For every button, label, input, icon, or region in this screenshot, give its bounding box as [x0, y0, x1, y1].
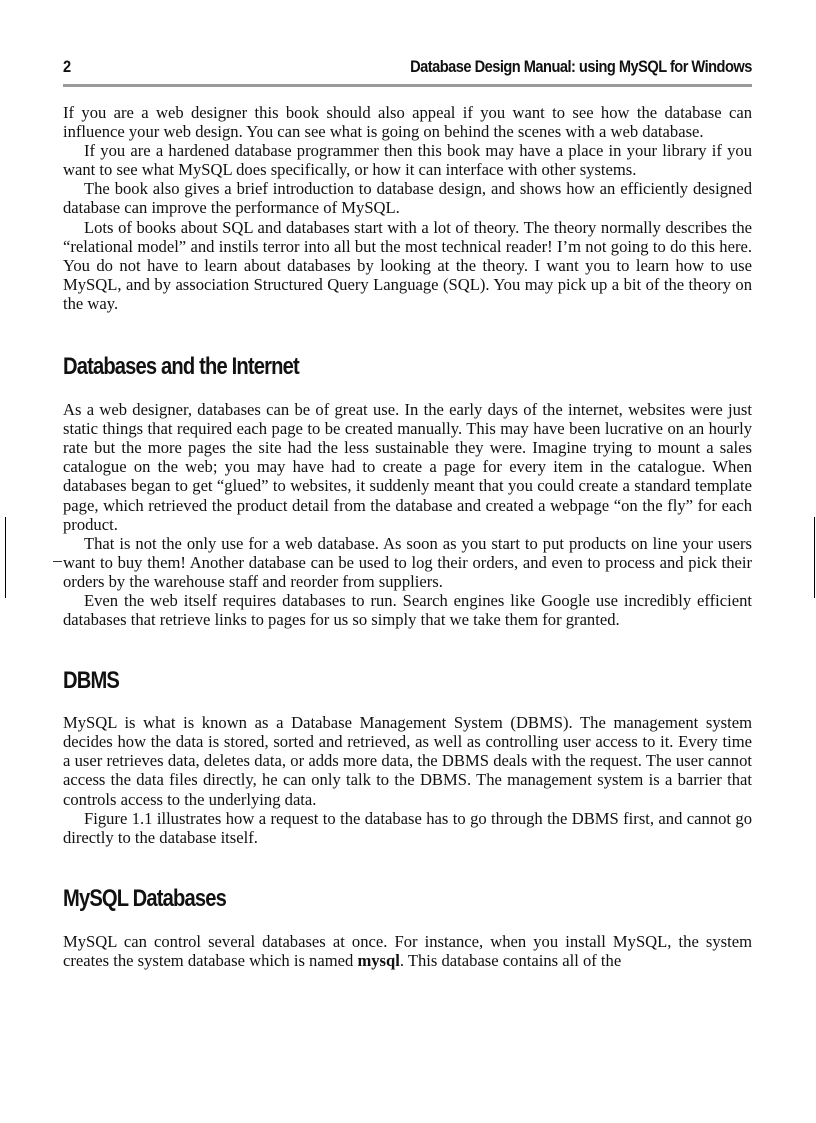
section-paragraph: Even the web itself requires databases to run. Search engines like Google use incredibly efficient databases that retrieve links to pages for us so simply that we take them for granted.: [63, 590, 752, 630]
crop-mark-tick: [53, 561, 62, 562]
section-paragraph: [63, 932, 752, 970]
page-body: [63, 103, 752, 970]
crop-mark-left: [5, 517, 6, 598]
section-paragraph: That is not the only use for a web database. As soon as you start to put products on line your users want to buy them! Another database can be used to log their orders, and even to process and pick their orders by the warehouse staff and reorder from suppliers.: [63, 533, 752, 591]
crop-mark-right: [814, 517, 815, 598]
intro-paragraph: If you are a hardened database programmer then this book may have a place in your library if you want to see what MySQL does specifically, or how it can interface with other systems.: [63, 141, 752, 180]
page-number: 2: [63, 57, 71, 76]
intro-paragraph: Lots of books about SQL and databases start with a lot of theory. The theory normally describes the “relational model” and instils terror into all but the most technical reader! I’m not going to do this here. You do not have to learn about databases by looking at the theory. I want you to learn how to use MySQL, and by association Structured Query Language (SQL). You may pick up a bit of the theory on the way.: [63, 217, 752, 313]
section-heading: MySQL Databases: [63, 884, 226, 912]
section-paragraph: MySQL is what is known as a Database Management System (DBMS). The management system decides how the data is stored, sorted and retrieved, as well as controlling user access to it. Every time a user retrieves data, deletes data, or adds more data, the DBMS deals with the request. The user cannot access the data files directly, he can only talk to the DBMS. The management system is a barrier that controls access to the underlying data.: [63, 713, 752, 809]
text-run: MySQL can control several databases at once. For instance, when you install MySQL, the system creates the system database which is named: [63, 931, 752, 970]
section-heading: Databases and the Internet: [63, 353, 299, 381]
running-title: Database Design Manual: using MySQL for Windows: [410, 57, 752, 76]
header-rule: [63, 84, 752, 87]
text-run: . This database contains all of the: [399, 950, 622, 970]
section-heading: DBMS: [63, 667, 120, 695]
section-paragraph: As a web designer, databases can be of great use. In the early days of the internet, websites were just static things that required each page to be created manually. This may have been lucrative on an hourly rate but the more pages the site had the less sustainable they were. Imagine trying to mount a sales catalogue on the web; you may have had to create a page for every item in the catalogue. When databases began to get “glued” to websites, it suddenly meant that you could create a standard template page, which retrieved the product detail from the database and created a webpage “on the fly” for each product.: [63, 400, 752, 534]
running-header: [63, 57, 752, 79]
intro-paragraph: If you are a web designer this book should also appeal if you want to see how the database can influence your web design. You can see what is going on behind the scenes with a web database.: [63, 103, 752, 142]
section-paragraph: Figure 1.1 illustrates how a request to the database has to go through the DBMS first, and cannot go directly to the database itself.: [63, 808, 752, 847]
intro-paragraph: The book also gives a brief introduction to database design, and shows how an efficiently designed database can improve the performance of MySQL.: [63, 179, 752, 218]
db-name-mysql: mysql: [357, 950, 400, 970]
